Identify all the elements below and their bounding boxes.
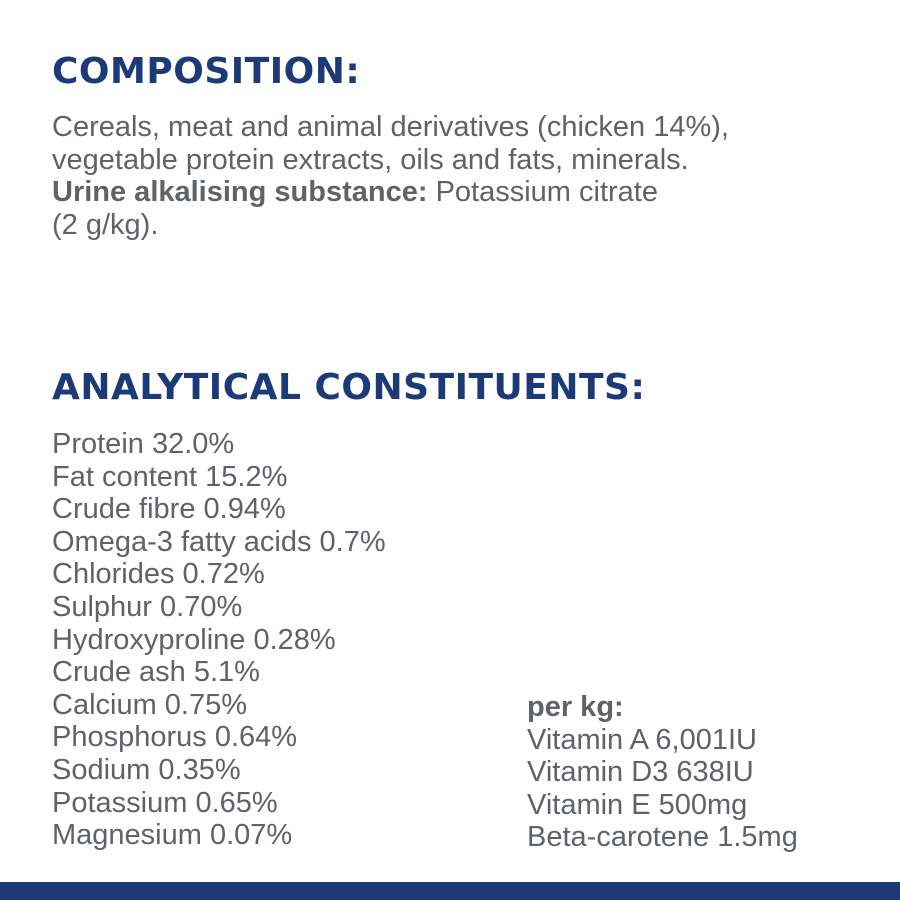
composition-line-3 xyxy=(52,176,872,209)
constituent-item: Hydroxyproline 0.28% xyxy=(52,623,336,656)
vitamin-item: Vitamin E 500mg xyxy=(527,788,748,821)
footer-bar xyxy=(0,882,900,900)
composition-line-2: vegetable protein extracts, oils and fats, minerals. xyxy=(52,143,689,176)
constituent-item: Magnesium 0.07% xyxy=(52,819,293,852)
composition-heading: COMPOSITION: xyxy=(52,51,361,92)
constituent-item: Fat content 15.2% xyxy=(52,460,288,493)
vitamins-per-kg-list xyxy=(527,691,798,854)
constituent-item: Crude ash 5.1% xyxy=(52,656,260,689)
potassium-citrate-text: Potassium citrate xyxy=(427,176,658,208)
composition-text xyxy=(52,111,872,241)
analytical-constituents-heading: ANALYTICAL CONSTITUENTS: xyxy=(52,367,646,408)
constituent-item: Phosphorus 0.64% xyxy=(52,721,298,754)
vitamin-item: Vitamin D3 638IU xyxy=(527,756,754,789)
constituent-item: Potassium 0.65% xyxy=(52,786,278,819)
per-kg-label: per kg: xyxy=(527,691,624,723)
composition-line-1: Cereals, meat and animal derivatives (chicken 14%), xyxy=(52,111,729,143)
constituent-item: Sodium 0.35% xyxy=(52,753,241,786)
vitamin-item: Beta-carotene 1.5mg xyxy=(527,821,798,854)
constituent-item: Calcium 0.75% xyxy=(52,688,248,721)
constituent-item: Protein 32.0% xyxy=(52,428,235,460)
urine-alkalising-label: Urine alkalising substance: xyxy=(52,176,428,208)
constituent-item: Crude fibre 0.94% xyxy=(52,493,286,526)
vitamin-item: Vitamin A 6,001IU xyxy=(527,723,758,756)
constituent-item: Sulphur 0.70% xyxy=(52,590,243,623)
constituent-item: Chlorides 0.72% xyxy=(52,558,265,591)
constituent-item: Omega-3 fatty acids 0.7% xyxy=(52,525,386,558)
composition-line-4: (2 g/kg). xyxy=(52,208,159,241)
constituents-list xyxy=(52,428,386,852)
